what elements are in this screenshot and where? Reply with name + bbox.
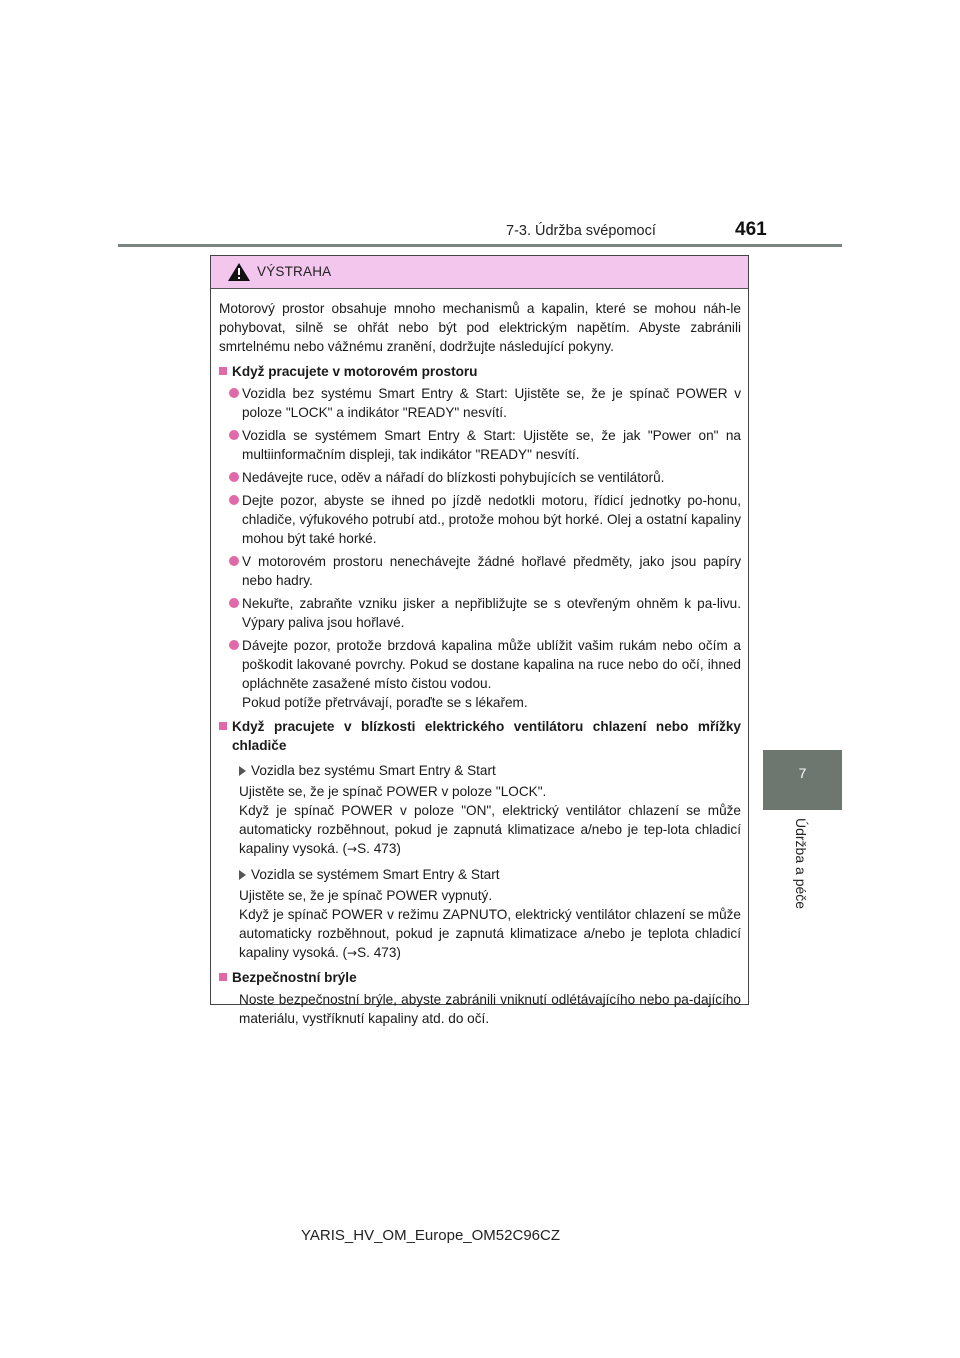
chapter-number: 7 bbox=[798, 765, 807, 781]
circle-bullet-icon bbox=[229, 495, 239, 505]
header-divider bbox=[118, 244, 842, 247]
circle-bullet-icon bbox=[229, 598, 239, 608]
paragraph: Ujistěte se, že je spínač POWER v poloze "LOCK". Když je spínač POWER v poloze "ON", elektrický ventilátor chlazení se může automaticky rozběhnout, pokud je zapnutá klimatizace a/nebo je tep-lota chladicí kapaliny vysoká. (→S. 473) bbox=[239, 784, 741, 856]
circle-bullet-icon bbox=[229, 430, 239, 440]
section-heading bbox=[219, 362, 741, 381]
square-bullet-icon bbox=[219, 367, 227, 375]
warning-triangle-icon bbox=[227, 262, 251, 282]
page-number: 461 bbox=[735, 219, 767, 240]
circle-bullet-icon bbox=[229, 472, 239, 482]
warning-header bbox=[211, 256, 748, 289]
subheading: Vozidla bez systému Smart Entry & Start bbox=[239, 761, 741, 780]
list-item: Vozidla bez systému Smart Entry & Start: Ujistěte se, že je spínač POWER v poloze "LOCK" a indikátor "READY" nesvítí. bbox=[229, 384, 741, 422]
subheading: Vozidla se systémem Smart Entry & Start bbox=[239, 865, 741, 884]
list-item: Nekuřte, zabraňte vzniku jisker a nepřibližujte se s otevřeným ohněm k pa-livu. Výpary paliva jsou hořlavé. bbox=[229, 594, 741, 632]
square-bullet-icon bbox=[219, 973, 227, 981]
triangle-bullet-icon bbox=[239, 870, 246, 880]
list-item: Nedávejte ruce, oděv a nářadí do blízkosti pohybujících se ventilátorů. bbox=[229, 468, 741, 487]
paragraph: Noste bezpečnostní brýle, abyste zabránili vniknutí odlétávajícího nebo pa-dajícího materiálu, vystříknutí kapaliny atd. do očí. bbox=[239, 992, 741, 1026]
warning-body bbox=[211, 289, 748, 1028]
section-heading bbox=[219, 717, 741, 755]
warning-box bbox=[210, 255, 749, 1026]
document-code: YARIS_HV_OM_Europe_OM52C96CZ bbox=[301, 1227, 560, 1244]
chapter-tab bbox=[763, 750, 842, 810]
list-item: V motorovém prostoru nenechávejte žádné hořlavé předměty, jako jsou papíry nebo hadry. bbox=[229, 552, 741, 590]
section-title: 7-3. Údržba svépomocí bbox=[506, 223, 656, 239]
section-title-glasses: Bezpečnostní brýle bbox=[232, 970, 357, 985]
section-title-engine: Když pracujete v motorovém prostoru bbox=[232, 364, 478, 379]
square-bullet-icon bbox=[219, 722, 227, 730]
warning-title: VÝSTRAHA bbox=[257, 264, 332, 279]
chapter-title: Údržba a péče bbox=[793, 818, 809, 910]
section-heading bbox=[219, 968, 741, 987]
section-title-fan: Když pracujete v blízkosti elektrického ventilátoru chlazení nebo mřížky chladiče bbox=[232, 719, 741, 753]
list-item: Dejte pozor, abyste se ihned po jízdě nedotkli motoru, řídicí jednotky po-honu, chladiče, výfukového potrubí atd., protože mohou být horké. Olej a ostatní kapaliny mohou být také horké. bbox=[229, 491, 741, 548]
triangle-bullet-icon bbox=[239, 766, 246, 776]
paragraph: Ujistěte se, že je spínač POWER vypnutý. Když je spínač POWER v režimu ZAPNUTO, elektrický ventilátor chlazení se může automaticky rozběhnout, pokud je zapnutá klimatizace a/nebo je teplota chladicí kapaliny vysoká. (→S. 473) bbox=[239, 888, 741, 960]
circle-bullet-icon bbox=[229, 556, 239, 566]
circle-bullet-icon bbox=[229, 640, 239, 650]
warning-intro: Motorový prostor obsahuje mnoho mechanismů a kapalin, které se mohou náh-le pohybovat, silně se ohřát nebo být pod elektrickým napětím. Abyste zabránili smrtelnému nebo vážnému zranění, dodržujte následující pokyny. bbox=[219, 301, 741, 354]
circle-bullet-icon bbox=[229, 388, 239, 398]
list-item: Dávejte pozor, protože brzdová kapalina může ublížit vašim rukám nebo očím a poškodit lakované povrchy. Pokud se dostane kapalina na ruce nebo do očí, ihned opláchněte zasažené místo čistou vodou. Pokud potíže přetrvávají, poraďte se s lékařem. bbox=[229, 636, 741, 712]
right-arrow-icon: → bbox=[347, 946, 358, 960]
list-item: Vozidla se systémem Smart Entry & Start: Ujistěte se, že jak "Power on" na multiinformačním displeji, tak indikátor "READY" nesvítí. bbox=[229, 426, 741, 464]
right-arrow-icon: → bbox=[347, 842, 358, 856]
